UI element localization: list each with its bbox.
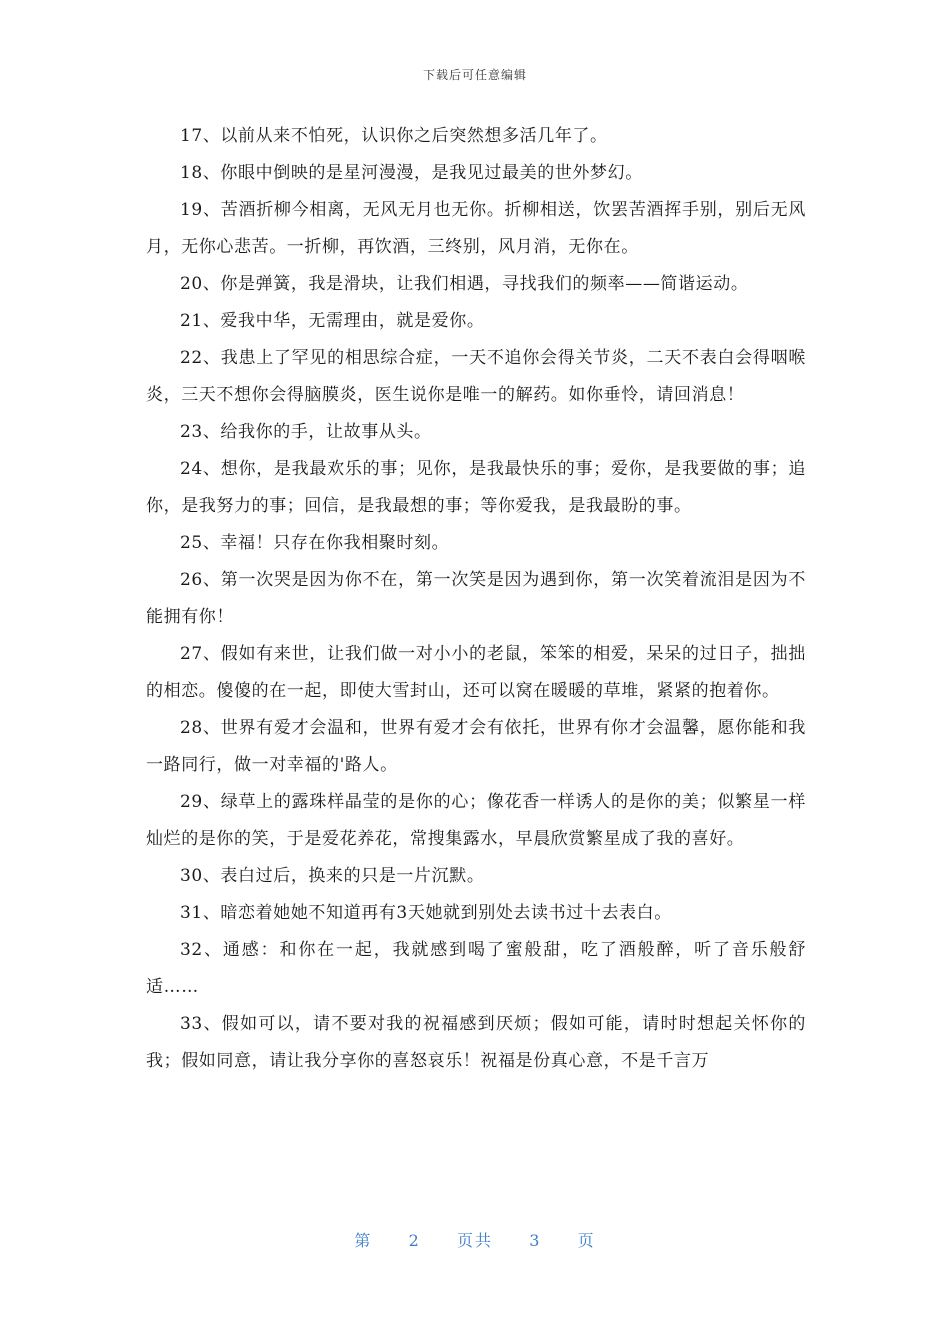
page-header: 下载后可任意编辑 — [422, 68, 527, 82]
paragraph-23: 23、给我你的手，让故事从头。 — [180, 422, 432, 442]
paragraph-32: 32、通感：和你在一起，我就感到喝了蜜般甜，吃了酒般醉，听了音乐般舒适…… — [146, 940, 806, 997]
paragraph-27: 27、假如有来世，让我们做一对小小的老鼠，笨笨的相爱，呆呆的过日子，拙拙的相恋。傻傻的在一起，即使大雪封山，还可以窝在暖暖的草堆，紧紧的抱着你。 — [146, 644, 806, 701]
paragraph-17: 17、以前从来不怕死，认识你之后突然想多活几年了。 — [180, 126, 608, 146]
paragraph-33: 33、假如可以，请不要对我的祝福感到厌烦；假如可能，请时时想起关怀你的我；假如同意，请让我分享你的喜怒哀乐！祝福是份真心意，不是千言万 — [146, 1014, 806, 1071]
paragraph-30: 30、表白过后，换来的只是一片沉默。 — [180, 866, 485, 886]
paragraph-29: 29、绿草上的露珠样晶莹的是你的心；像花香一样诱人的是你的美；似繁星一样灿烂的是你的笑，于是爱花养花，常搜集露水，早晨欣赏繁星成了我的喜好。 — [146, 792, 806, 849]
paragraph-20: 20、你是弹簧，我是滑块，让我们相遇，寻找我们的频率——简谐运动。 — [180, 274, 749, 294]
footer-total-pages: 3 — [529, 1231, 542, 1250]
footer-suffix: 页 — [577, 1231, 596, 1250]
paragraph-18: 18、你眼中倒映的是星河漫漫，是我见过最美的世外梦幻。 — [180, 163, 643, 183]
paragraph-28: 28、世界有爱才会温和，世界有爱才会有依托，世界有你才会温馨，愿你能和我一路同行，做一对幸福的'路人。 — [146, 718, 806, 775]
paragraph-26: 26、第一次哭是因为你不在，第一次笑是因为遇到你，第一次笑着流泪是因为不能拥有你！ — [146, 570, 806, 627]
paragraph-31: 31、暗恋着她她不知道再有3天她就到别处去读书过十去表白。 — [180, 903, 672, 923]
paragraph-25: 25、幸福！只存在你我相聚时刻。 — [180, 533, 450, 553]
document-body — [146, 118, 806, 1080]
paragraph-22: 22、我患上了罕见的相思综合症，一天不追你会得关节炎，二天不表白会得咽喉炎，三天不想你会得脑膜炎，医生说你是唯一的解药。如你垂怜，请回消息！ — [146, 348, 806, 405]
footer-middle: 页共 — [456, 1231, 493, 1250]
footer-current-page: 2 — [408, 1231, 421, 1250]
paragraph-21: 21、爱我中华，无需理由，就是爱你。 — [180, 311, 485, 331]
page-footer — [0, 1228, 950, 1251]
footer-prefix: 第 — [354, 1231, 373, 1250]
paragraph-24: 24、想你，是我最欢乐的事；见你，是我最快乐的事；爱你，是我要做的事；追你，是我努力的事；回信，是我最想的事；等你爱我，是我最盼的事。 — [146, 459, 806, 516]
paragraph-19: 19、苦酒折柳今相离，无风无月也无你。折柳相送，饮罢苦酒挥手别，别后无风月，无你心悲苦。一折柳，再饮酒，三终别，风月消，无你在。 — [146, 200, 806, 257]
